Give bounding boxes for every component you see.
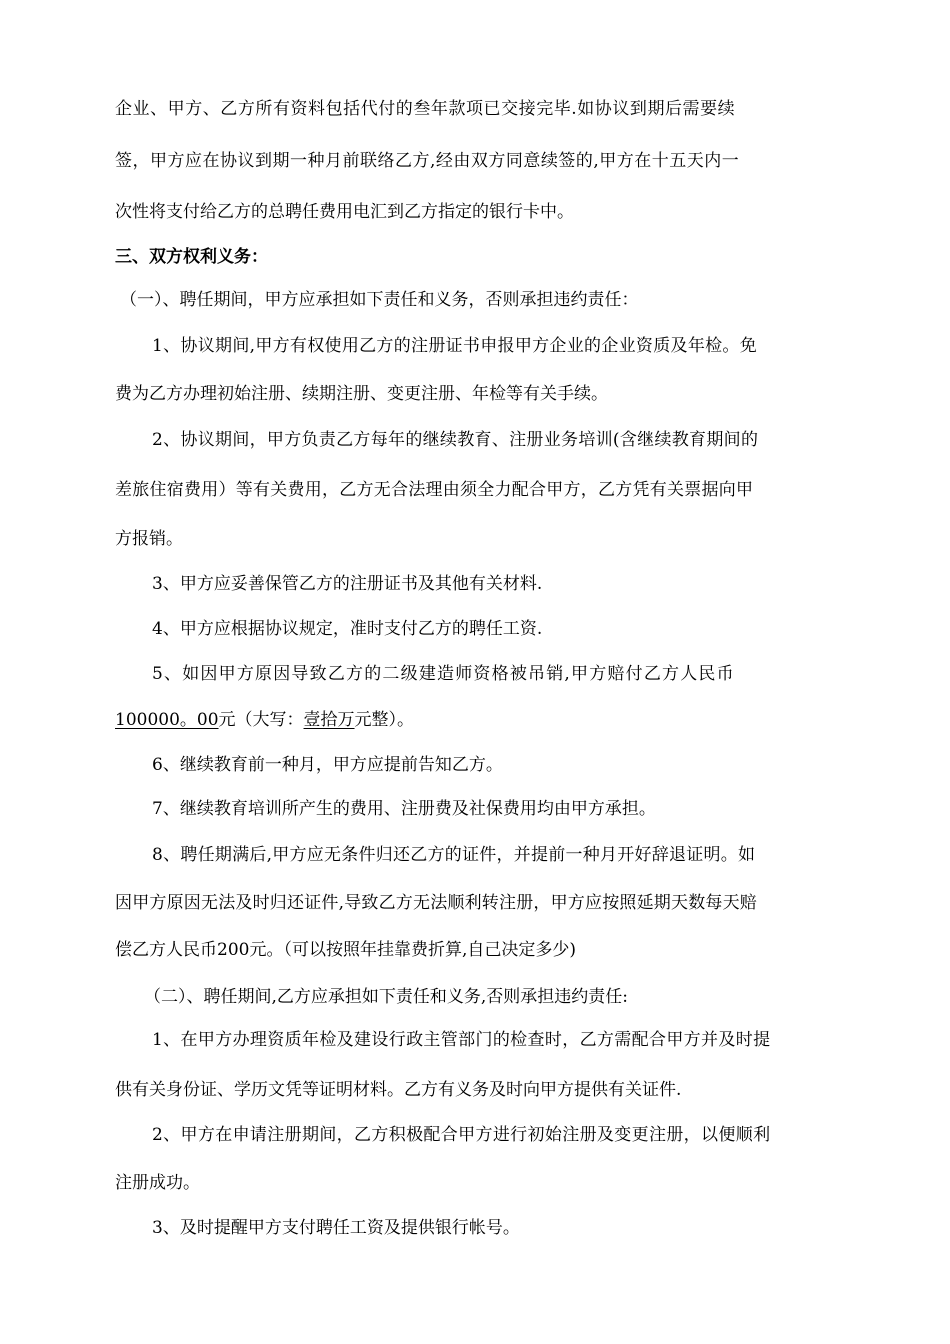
paragraph-line: 企业、甲方、乙方所有资料包括代付的叁年款项已交接完毕.如协议到期后需要续	[115, 99, 736, 119]
clause-line: 2、协议期间，甲方负责乙方每年的继续教育、注册业务培训(含继续教育期间的	[152, 430, 759, 450]
subsection-heading: （二）、聘任期间,乙方应承担如下责任和义务,否则承担违约责任:	[144, 987, 629, 1007]
amount-line	[115, 708, 414, 732]
amount-words: 壹拾万	[303, 710, 355, 730]
clause-line: 6、继续教育前一种月，甲方应提前告知乙方。	[152, 755, 503, 775]
paragraph-line: 签，甲方应在协议到期一种月前联络乙方,经由双方同意续签的,甲方在十五天内一	[115, 151, 740, 171]
clause-line: 4、甲方应根据协议规定，准时支付乙方的聘任工资.	[152, 619, 543, 639]
clause-line: 1、在甲方办理资质年检及建设行政主管部门的检查时，乙方需配合甲方并及时提	[152, 1030, 771, 1050]
clause-line: 7、继续教育培训所产生的费用、注册费及社保费用均由甲方承担。	[152, 799, 656, 819]
clause-line: 供有关身份证、学历文凭等证明材料。乙方有义务及时向甲方提供有关证件.	[115, 1080, 682, 1100]
clause-line: 2、甲方在申请注册期间，乙方积极配合甲方进行初始注册及变更注册，以便顺利	[152, 1125, 771, 1145]
paragraph-line: 次性将支付给乙方的总聘任费用电汇到乙方指定的银行卡中。	[115, 202, 574, 222]
section-heading: 三、双方权利义务：	[115, 247, 268, 267]
subsection-heading: （一）、聘任期间，甲方应承担如下责任和义务，否则承担违约责任：	[120, 290, 639, 310]
clause-line: 注册成功。	[115, 1173, 200, 1193]
clause-line: 3、甲方应妥善保管乙方的注册证书及其他有关材料.	[152, 574, 543, 594]
clause-line: 8、聘任期满后,甲方应无条件归还乙方的证件，并提前一种月开好辞退证明。如	[152, 845, 756, 865]
clause-line: 5、如因甲方原因导致乙方的二级建造师资格被吊销,甲方赔付乙方人民币	[152, 664, 735, 684]
amount-text-prefix: 元（大写：	[218, 710, 304, 730]
clause-line: 因甲方原因无法及时归还证件,导致乙方无法顺利转注册，甲方应按照延期天数每天赔	[115, 893, 758, 913]
clause-line: 差旅住宿费用）等有关费用，乙方无合法理由须全力配合甲方，乙方凭有关票据向甲	[115, 480, 754, 500]
amount-figure: 100000。00	[115, 710, 219, 730]
clause-line: 3、及时提醒甲方支付聘任工资及提供银行帐号。	[152, 1218, 520, 1238]
amount-text-suffix: 元整）。	[354, 710, 415, 730]
clause-line: 偿乙方人民币200元。（可以按照年挂靠费折算,自己决定多少)	[115, 940, 576, 960]
clause-line: 方报销。	[115, 529, 183, 549]
clause-line: 1、协议期间,甲方有权使用乙方的注册证书申报甲方企业的企业资质及年检。免	[152, 336, 758, 356]
clause-line: 费为乙方办理初始注册、续期注册、变更注册、年检等有关手续。	[115, 384, 608, 404]
